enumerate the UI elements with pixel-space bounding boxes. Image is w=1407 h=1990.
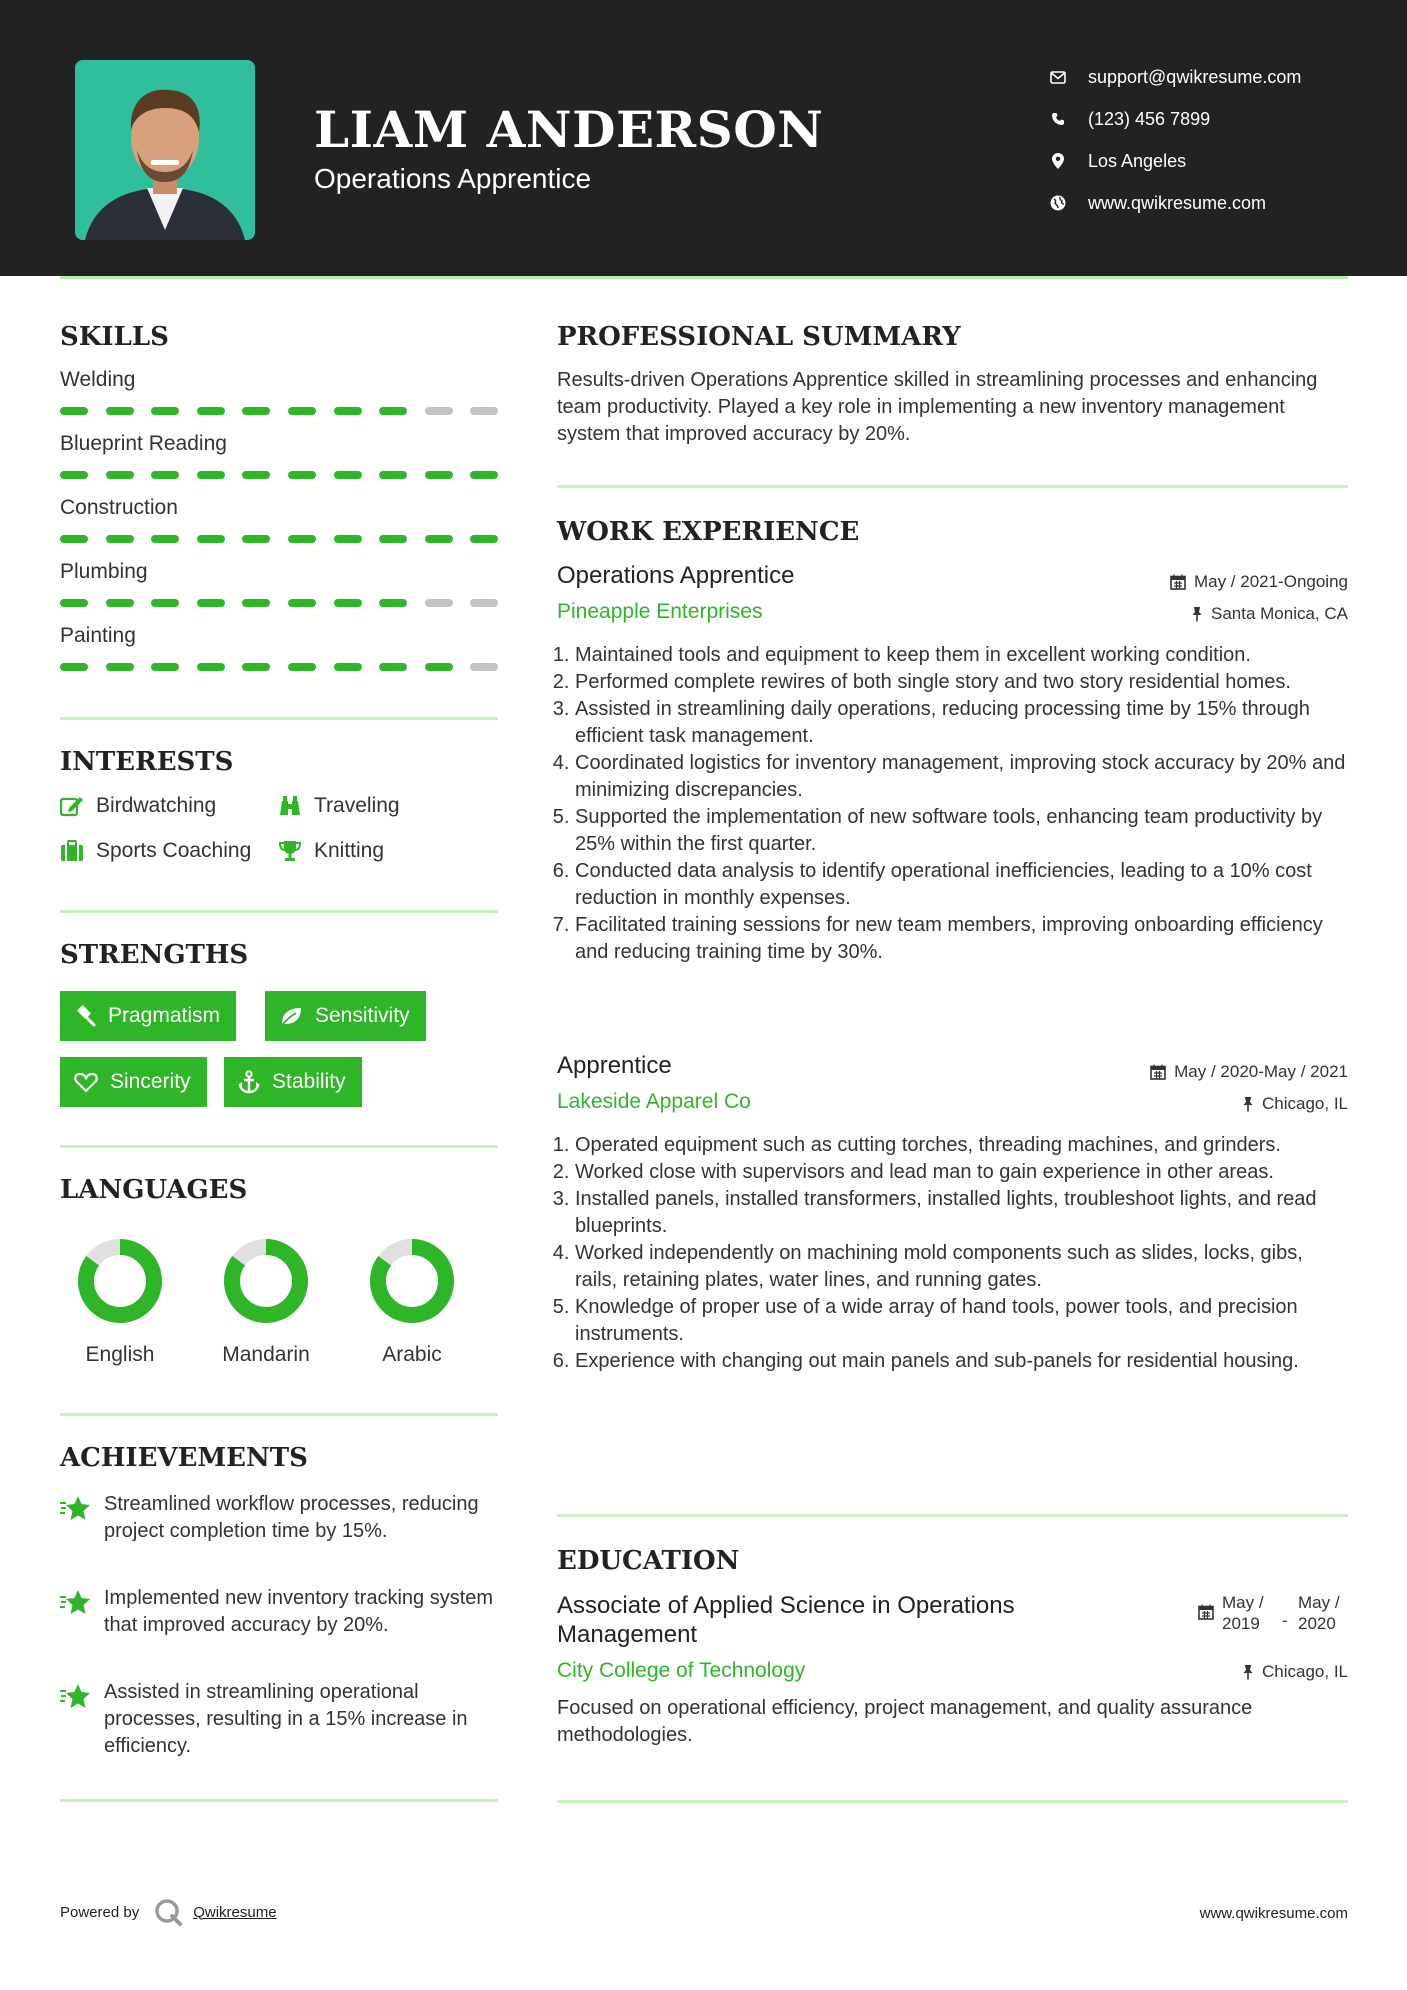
strength-badge [60, 991, 236, 1041]
skill-dot [288, 471, 316, 479]
phone-icon [1050, 111, 1066, 127]
gavel-icon [74, 1005, 96, 1027]
section-divider [60, 1799, 498, 1802]
skill-item [60, 624, 498, 648]
strength-badge [224, 1057, 362, 1107]
trophy-icon [278, 840, 302, 862]
job-location [1191, 604, 1348, 624]
contact-phone-text: (123) 456 7899 [1088, 108, 1211, 129]
interest-label: Traveling [314, 794, 400, 817]
heart-icon [74, 1071, 98, 1093]
skill-dot [470, 663, 498, 671]
job-date [1170, 572, 1348, 592]
strengths-title: STRENGTHS [60, 940, 249, 970]
job-date-text: May / 2021-Ongoing [1193, 572, 1348, 591]
star-icon [60, 1495, 94, 1521]
strength-label: Sincerity [110, 1070, 191, 1093]
job-location [1242, 1094, 1348, 1114]
job-bullet: 4. Worked independently on machining mold components such as slides, locks, gibs, rails, retaining plates, water lines, and running gates. [575, 1240, 1348, 1294]
school-name: City College of Technology [557, 1659, 806, 1682]
skill-dot [288, 663, 316, 671]
language-donut [352, 1233, 472, 1333]
skill-dot [334, 663, 362, 671]
job-bullet: 2. Worked close with supervisors and lead man to gain experience in other areas. [575, 1159, 1348, 1186]
interests-title: INTERESTS [60, 747, 234, 777]
degree-title-line: Associate of Applied Science in Operations [557, 1592, 1015, 1619]
languages-title: LANGUAGES [60, 1175, 248, 1205]
skill-dot [334, 599, 362, 607]
interest-item [278, 794, 400, 818]
skill-name: Construction [60, 496, 178, 519]
skill-dot [106, 599, 134, 607]
date-separator: - [1282, 1611, 1288, 1630]
globe-icon [1050, 195, 1066, 211]
language-item [60, 1233, 180, 1366]
strength-label: Pragmatism [108, 1004, 221, 1027]
skill-dot [242, 599, 270, 607]
contact-email[interactable] [1050, 56, 1301, 98]
skill-dot [151, 663, 179, 671]
qwikresume-link[interactable]: Qwikresume [193, 1903, 277, 1921]
calendar-icon [1198, 1604, 1214, 1620]
language-name: Arabic [382, 1343, 442, 1366]
interest-item [278, 839, 384, 863]
company-name: Lakeside Apparel Co [557, 1090, 751, 1113]
skill-rating [60, 663, 498, 671]
job-bullet: 4. Coordinated logistics for inventory management, improving stock accuracy by 20% and minimizing discrepancies. [575, 750, 1348, 804]
section-divider [557, 1800, 1348, 1803]
contact-email-text: support@qwikresume.com [1088, 66, 1302, 87]
language-donut [206, 1233, 326, 1333]
skill-dot [242, 535, 270, 543]
skill-dot [242, 663, 270, 671]
job-title: Apprentice [557, 1052, 672, 1079]
avatar [75, 60, 255, 240]
pin-icon [1242, 1096, 1254, 1112]
calendar-icon [1170, 574, 1186, 590]
skill-dot [197, 599, 225, 607]
interest-label: Sports Coaching [96, 839, 252, 862]
company-name: Pineapple Enterprises [557, 600, 763, 623]
language-item [352, 1233, 472, 1366]
skill-dot [470, 407, 498, 415]
achievement-text: Implemented new inventory tracking system that improved accuracy by 20%. [104, 1587, 494, 1636]
degree-title [557, 1591, 1117, 1649]
skill-dot [379, 663, 407, 671]
skill-item [60, 368, 498, 392]
education-title: EDUCATION [557, 1546, 740, 1576]
candidate-name: LIAM ANDERSON [314, 100, 824, 159]
leaf-icon [279, 1005, 303, 1027]
skill-item [60, 432, 498, 456]
job-bullet: 6. Experience with changing out main panels and sub-panels for residential housing. [575, 1348, 1348, 1375]
skill-dot [379, 599, 407, 607]
summary-text: Results-driven Operations Apprentice skilled in streamlining processes and enhancing team productivity. Played a key role in implementing a new inventory management system that improved accuracy by 20%. [557, 369, 1318, 445]
profile-photo [75, 60, 255, 240]
job-title: Operations Apprentice [557, 562, 795, 589]
strength-badge [265, 991, 426, 1041]
skill-dot [334, 471, 362, 479]
job-date-text: May / 2020-May / 2021 [1174, 1062, 1348, 1081]
skill-dot [379, 471, 407, 479]
header-divider [60, 276, 1348, 279]
section-divider [60, 910, 498, 913]
skill-dot [334, 535, 362, 543]
skill-rating [60, 535, 498, 543]
skill-dot [151, 599, 179, 607]
strength-label: Stability [272, 1070, 346, 1093]
skill-dot [60, 663, 88, 671]
skill-name: Blueprint Reading [60, 432, 227, 455]
education-date-end-line: 2020 [1298, 1614, 1336, 1633]
degree-title-line: Management [557, 1621, 698, 1648]
skill-dot [470, 599, 498, 607]
language-name: Mandarin [222, 1343, 310, 1366]
strength-badge [60, 1057, 207, 1107]
job-date [1150, 1062, 1348, 1082]
skill-dot [288, 535, 316, 543]
job-bullet: 7. Facilitated training sessions for new team members, improving onboarding efficiency and reducing training time by 30%. [575, 912, 1348, 966]
section-divider [557, 485, 1348, 488]
skill-dot [60, 471, 88, 479]
skill-dot [151, 407, 179, 415]
pin-icon [1242, 1664, 1254, 1680]
skill-dot [425, 407, 453, 415]
skill-dot [197, 663, 225, 671]
skill-name: Painting [60, 624, 136, 647]
skill-rating [60, 407, 498, 415]
education-date-end-line: May / [1298, 1593, 1340, 1612]
section-divider [60, 1413, 498, 1416]
skill-name: Welding [60, 368, 136, 391]
skills-title: SKILLS [60, 322, 169, 352]
skill-rating [60, 599, 498, 607]
interest-item [60, 839, 251, 863]
anchor-icon [238, 1070, 260, 1094]
skill-dot [242, 471, 270, 479]
education-location [1242, 1662, 1348, 1682]
briefcase-icon [60, 840, 84, 862]
skill-dot [470, 535, 498, 543]
pin-icon [1191, 606, 1203, 622]
skill-dot [425, 663, 453, 671]
job-bullets [557, 1132, 1348, 1375]
skill-dot [106, 663, 134, 671]
experience-title: WORK EXPERIENCE [557, 517, 860, 547]
skill-dot [379, 535, 407, 543]
skill-dot [242, 407, 270, 415]
star-icon [60, 1589, 94, 1615]
skill-dot [106, 535, 134, 543]
skill-dot [334, 407, 362, 415]
skill-rating [60, 471, 498, 479]
skill-dot [425, 599, 453, 607]
skill-dot [151, 535, 179, 543]
job-location-text: Chicago, IL [1262, 1094, 1348, 1113]
star-icon [60, 1683, 94, 1709]
skill-dot [425, 535, 453, 543]
contact-list [1050, 56, 1301, 224]
interest-label: Birdwatching [96, 794, 217, 817]
education-location-text: Chicago, IL [1262, 1662, 1348, 1681]
location-icon [1050, 153, 1066, 169]
skill-dot [106, 471, 134, 479]
section-divider [557, 1514, 1348, 1517]
skill-dot [425, 471, 453, 479]
language-name: English [85, 1343, 155, 1366]
footer-url[interactable]: www.qwikresume.com [1199, 1905, 1348, 1922]
footer-powered-by [60, 1897, 277, 1927]
skill-item [60, 560, 498, 584]
job-bullet: 3. Assisted in streamlining daily operations, reducing processing time by 15% through efficient task management. [575, 696, 1348, 750]
job-bullet: 3. Installed panels, installed transformers, installed lights, troubleshoot lights, and read blueprints. [575, 1186, 1348, 1240]
skill-dot [60, 599, 88, 607]
skill-dot [151, 471, 179, 479]
job-bullet: 1. Operated equipment such as cutting torches, threading machines, and grinders. [575, 1132, 1348, 1159]
interest-item [60, 794, 216, 818]
strength-label: Sensitivity [315, 1004, 410, 1027]
summary-title: PROFESSIONAL SUMMARY [557, 322, 961, 352]
skill-dot [60, 407, 88, 415]
skill-item [60, 496, 498, 520]
contact-website[interactable] [1050, 182, 1301, 224]
skill-dot [470, 471, 498, 479]
binoculars-icon [278, 795, 302, 817]
job-bullet: 2. Performed complete rewires of both single story and two story residential homes. [575, 669, 1348, 696]
edit-icon [60, 795, 84, 817]
interest-label: Knitting [314, 839, 385, 862]
education-date-start-line: May / [1222, 1593, 1264, 1612]
education-date-start-line: 2019 [1222, 1614, 1260, 1633]
qwikresume-logo-icon [153, 1897, 183, 1927]
mail-icon [1050, 69, 1066, 85]
skill-dot [197, 407, 225, 415]
contact-location [1050, 140, 1301, 182]
skill-dot [288, 407, 316, 415]
skill-dot [197, 471, 225, 479]
skill-dot [106, 407, 134, 415]
calendar-icon [1150, 1064, 1166, 1080]
job-bullet: 6. Conducted data analysis to identify operational inefficiencies, leading to a 10% cost reduction in monthly expenses. [575, 858, 1348, 912]
section-divider [60, 1145, 498, 1148]
section-divider [60, 717, 498, 720]
skill-dot [60, 535, 88, 543]
job-bullet: 1. Maintained tools and equipment to keep them in excellent working condition. [575, 642, 1348, 669]
powered-by-label: Powered by [60, 1903, 140, 1921]
education-date-start [1222, 1592, 1282, 1634]
achievement-text: Assisted in streamlining operational processes, resulting in a 15% increase in efficiency. [104, 1681, 468, 1757]
education-date [1198, 1592, 1348, 1634]
job-bullet: 5. Supported the implementation of new software tools, enhancing team productivity by 25% within the first quarter. [575, 804, 1348, 858]
achievement-text: Streamlined workflow processes, reducing project completion time by 15%. [104, 1493, 479, 1542]
contact-location-text: Los Angeles [1088, 150, 1187, 171]
language-item [206, 1233, 326, 1366]
education-text: Focused on operational efficiency, project management, and quality assurance methodologies. [557, 1697, 1253, 1746]
education-date-end [1298, 1592, 1348, 1634]
language-donut [60, 1233, 180, 1333]
contact-phone[interactable] [1050, 98, 1301, 140]
contact-website-text: www.qwikresume.com [1088, 192, 1267, 213]
skill-dot [379, 407, 407, 415]
achievements-title: ACHIEVEMENTS [60, 1443, 308, 1473]
skill-dot [197, 535, 225, 543]
skill-dot [288, 599, 316, 607]
candidate-role: Operations Apprentice [314, 163, 592, 194]
job-bullets [557, 642, 1348, 966]
skill-name: Plumbing [60, 560, 148, 583]
resume-header [0, 0, 1407, 276]
job-location-text: Santa Monica, CA [1210, 604, 1348, 623]
job-bullet: 5. Knowledge of proper use of a wide array of hand tools, power tools, and precision instruments. [575, 1294, 1348, 1348]
